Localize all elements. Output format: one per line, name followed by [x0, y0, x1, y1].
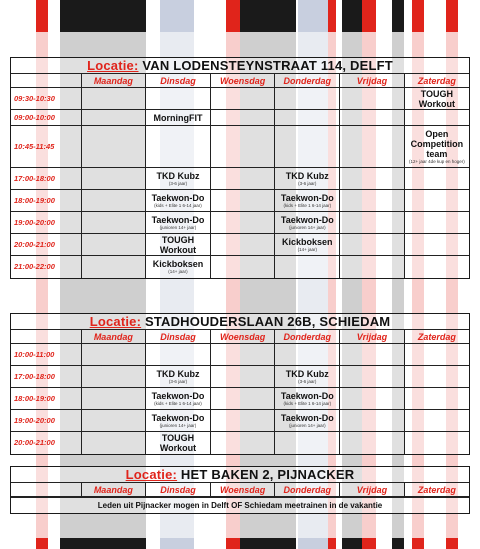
class-cell [81, 126, 146, 168]
day-header-donderdag: Donderdag [275, 330, 340, 344]
class-cell [340, 234, 405, 256]
class-cell [404, 366, 469, 388]
class-cell [146, 168, 211, 190]
class-name: Taekwon-Do [151, 192, 205, 203]
class-cell [210, 432, 275, 454]
pijnacker-table [11, 483, 469, 497]
class-cell [81, 366, 146, 388]
delft-body [11, 88, 469, 278]
time-slot: 19:00-20:00 [11, 410, 81, 432]
class-age-note: (3-6 jaar) [298, 180, 317, 186]
schiedam-body [11, 344, 469, 454]
day-header-woensdag: Woensdag [210, 483, 275, 497]
class-age-note: (12+ jaar 4de kup en hoger) [409, 158, 465, 164]
class-cell [81, 190, 146, 212]
class-name: Kickboksen [282, 236, 333, 247]
time-slot: 21:00-22:00 [11, 256, 81, 278]
pijnacker-header-row [11, 483, 469, 497]
class-cell [146, 110, 211, 126]
class-name: Taekwon-Do [151, 214, 205, 225]
class-cell [340, 432, 405, 454]
class-cell [146, 388, 211, 410]
class-cell [340, 110, 405, 126]
class-name: TKD Kubz [285, 170, 329, 181]
class-age-note: (junioren 14+ jaar) [159, 422, 197, 428]
time-slot: 18:00-19:00 [11, 190, 81, 212]
location-label: Locatie: [87, 58, 139, 73]
class-cell [404, 168, 469, 190]
class-cell [275, 190, 340, 212]
day-header-dinsdag: Dinsdag [146, 74, 211, 88]
class-cell [404, 432, 469, 454]
class-cell [210, 110, 275, 126]
class-cell [404, 88, 469, 110]
class-name: Kickboksen [152, 258, 204, 269]
class-name: Taekwon-Do [280, 192, 334, 203]
pijnacker-note: Leden uit Pijnacker mogen in Delft OF Schiedam meetrainen in de vakantie [11, 497, 469, 513]
time-slot: 09:30-10:30 [11, 88, 81, 110]
class-cell [275, 212, 340, 234]
class-name: TKD Kubz [285, 368, 329, 379]
class-cell [146, 366, 211, 388]
pijnacker-schedule [10, 466, 470, 514]
class-cell [404, 212, 469, 234]
class-cell [146, 234, 211, 256]
time-slot: 18:00-19:00 [11, 388, 81, 410]
schiedam-location-title [11, 314, 469, 330]
class-cell [404, 344, 469, 366]
class-age-note: (14+ jaar) [168, 268, 188, 274]
class-age-note: (junioren 14+ jaar) [288, 422, 326, 428]
class-name: TKD Kubz [156, 368, 200, 379]
class-cell [340, 344, 405, 366]
class-name: Taekwon-Do [280, 390, 334, 401]
class-name: TOUGH Workout [159, 234, 197, 255]
class-cell [146, 256, 211, 278]
time-header [11, 330, 81, 344]
location-label: Locatie: [125, 467, 178, 482]
class-cell [146, 344, 211, 366]
pijnacker-address: HET BAKEN 2, PIJNACKER [180, 467, 355, 482]
class-cell [81, 256, 146, 278]
time-header [11, 74, 81, 88]
class-name: Open Competition team [410, 128, 464, 159]
class-name: Taekwon-Do [151, 412, 205, 423]
time-slot: 19:00-20:00 [11, 212, 81, 234]
table-row [11, 88, 469, 110]
class-cell [404, 110, 469, 126]
table-row [11, 168, 469, 190]
day-header-woensdag: Woensdag [210, 74, 275, 88]
class-cell [146, 126, 211, 168]
day-header-vrijdag: Vrijdag [340, 74, 405, 88]
class-name: MorningFIT [153, 112, 203, 123]
table-row [11, 234, 469, 256]
class-cell [210, 88, 275, 110]
class-cell [210, 126, 275, 168]
day-header-zaterdag: Zaterdag [404, 483, 469, 497]
class-cell [146, 212, 211, 234]
class-name: Taekwon-Do [280, 412, 334, 423]
table-row [11, 190, 469, 212]
class-cell [81, 234, 146, 256]
class-cell [404, 126, 469, 168]
class-cell [404, 410, 469, 432]
class-cell [146, 432, 211, 454]
time-slot: 17:00-18:00 [11, 168, 81, 190]
class-cell [340, 256, 405, 278]
class-cell [404, 234, 469, 256]
class-cell [340, 366, 405, 388]
class-cell [275, 234, 340, 256]
day-header-vrijdag: Vrijdag [340, 330, 405, 344]
schiedam-schedule [10, 313, 470, 455]
day-header-dinsdag: Dinsdag [146, 330, 211, 344]
class-age-note: (junioren 14+ jaar) [288, 224, 326, 230]
class-cell [404, 256, 469, 278]
class-cell [81, 432, 146, 454]
class-cell [275, 388, 340, 410]
class-cell [340, 190, 405, 212]
delft-location-title [11, 58, 469, 74]
class-cell [210, 168, 275, 190]
day-header-maandag: Maandag [81, 74, 146, 88]
class-age-note: (3-6 jaar) [168, 180, 188, 186]
time-slot: 20:00-21:00 [11, 432, 81, 454]
day-header-zaterdag: Zaterdag [404, 74, 469, 88]
class-cell [340, 126, 405, 168]
table-row [11, 212, 469, 234]
class-cell [210, 344, 275, 366]
class-cell [81, 344, 146, 366]
class-cell [81, 388, 146, 410]
time-slot: 17:00-18:00 [11, 366, 81, 388]
table-row [11, 410, 469, 432]
class-cell [210, 366, 275, 388]
day-header-dinsdag: Dinsdag [146, 483, 211, 497]
class-cell [210, 212, 275, 234]
schiedam-address: STADHOUDERSLAAN 26B, SCHIEDAM [144, 314, 391, 329]
class-cell [210, 256, 275, 278]
class-cell [210, 388, 275, 410]
class-cell [275, 126, 340, 168]
class-age-note: (junioren 14+ jaar) [159, 224, 197, 230]
class-cell [210, 190, 275, 212]
class-cell [81, 88, 146, 110]
class-cell [275, 344, 340, 366]
day-header-maandag: Maandag [81, 330, 146, 344]
class-cell [81, 110, 146, 126]
time-header [11, 483, 81, 497]
class-cell [404, 190, 469, 212]
class-cell [146, 190, 211, 212]
class-age-note: (14+ jaar) [297, 246, 317, 252]
class-cell [404, 388, 469, 410]
class-age-note: (kids + Elite 1 6-14 jaar) [154, 202, 202, 208]
class-cell [81, 212, 146, 234]
class-name: TOUGH Workout [159, 432, 197, 453]
class-cell [275, 432, 340, 454]
pijnacker-location-title [11, 467, 469, 483]
class-cell [275, 410, 340, 432]
class-age-note: (kids + Elite 1 6-14 jaar) [154, 400, 202, 406]
time-slot: 10:00-11:00 [11, 344, 81, 366]
table-row [11, 344, 469, 366]
delft-table [11, 74, 469, 278]
table-row [11, 110, 469, 126]
class-cell [340, 388, 405, 410]
day-header-donderdag: Donderdag [275, 74, 340, 88]
class-cell [81, 168, 146, 190]
class-age-note: (kids + Elite 1 6-14 jaar) [283, 400, 332, 406]
location-label: Locatie: [89, 314, 142, 329]
class-age-note: (3-6 jaar) [168, 378, 188, 384]
class-cell [340, 88, 405, 110]
class-cell [146, 410, 211, 432]
time-slot: 09:00-10:00 [11, 110, 81, 126]
time-slot: 10:45-11:45 [11, 126, 81, 168]
delft-address: VAN LODENSTEYNSTRAAT 114, DELFT [142, 58, 393, 73]
class-cell [275, 168, 340, 190]
delft-header-row [11, 74, 469, 88]
class-cell [210, 410, 275, 432]
class-cell [81, 410, 146, 432]
day-header-woensdag: Woensdag [210, 330, 275, 344]
class-cell [275, 366, 340, 388]
class-age-note: (kids + Elite 1 6-14 jaar) [283, 202, 332, 208]
day-header-vrijdag: Vrijdag [340, 483, 405, 497]
table-row [11, 126, 469, 168]
class-age-note: (3-6 jaar) [298, 378, 317, 384]
class-name: Taekwon-Do [280, 214, 334, 225]
class-cell [275, 88, 340, 110]
class-cell [146, 88, 211, 110]
class-cell [340, 168, 405, 190]
table-row [11, 432, 469, 454]
class-name: TOUGH Workout [418, 88, 456, 109]
table-row [11, 366, 469, 388]
table-row [11, 388, 469, 410]
class-cell [275, 256, 340, 278]
schiedam-table [11, 330, 469, 454]
class-name: TKD Kubz [156, 170, 200, 181]
class-name: Taekwon-Do [151, 390, 205, 401]
delft-schedule [10, 57, 470, 279]
schiedam-header-row [11, 330, 469, 344]
day-header-donderdag: Donderdag [275, 483, 340, 497]
class-cell [340, 410, 405, 432]
day-header-maandag: Maandag [81, 483, 146, 497]
time-slot: 20:00-21:00 [11, 234, 81, 256]
table-row [11, 256, 469, 278]
class-cell [340, 212, 405, 234]
day-header-zaterdag: Zaterdag [404, 330, 469, 344]
class-cell [275, 110, 340, 126]
class-cell [210, 234, 275, 256]
